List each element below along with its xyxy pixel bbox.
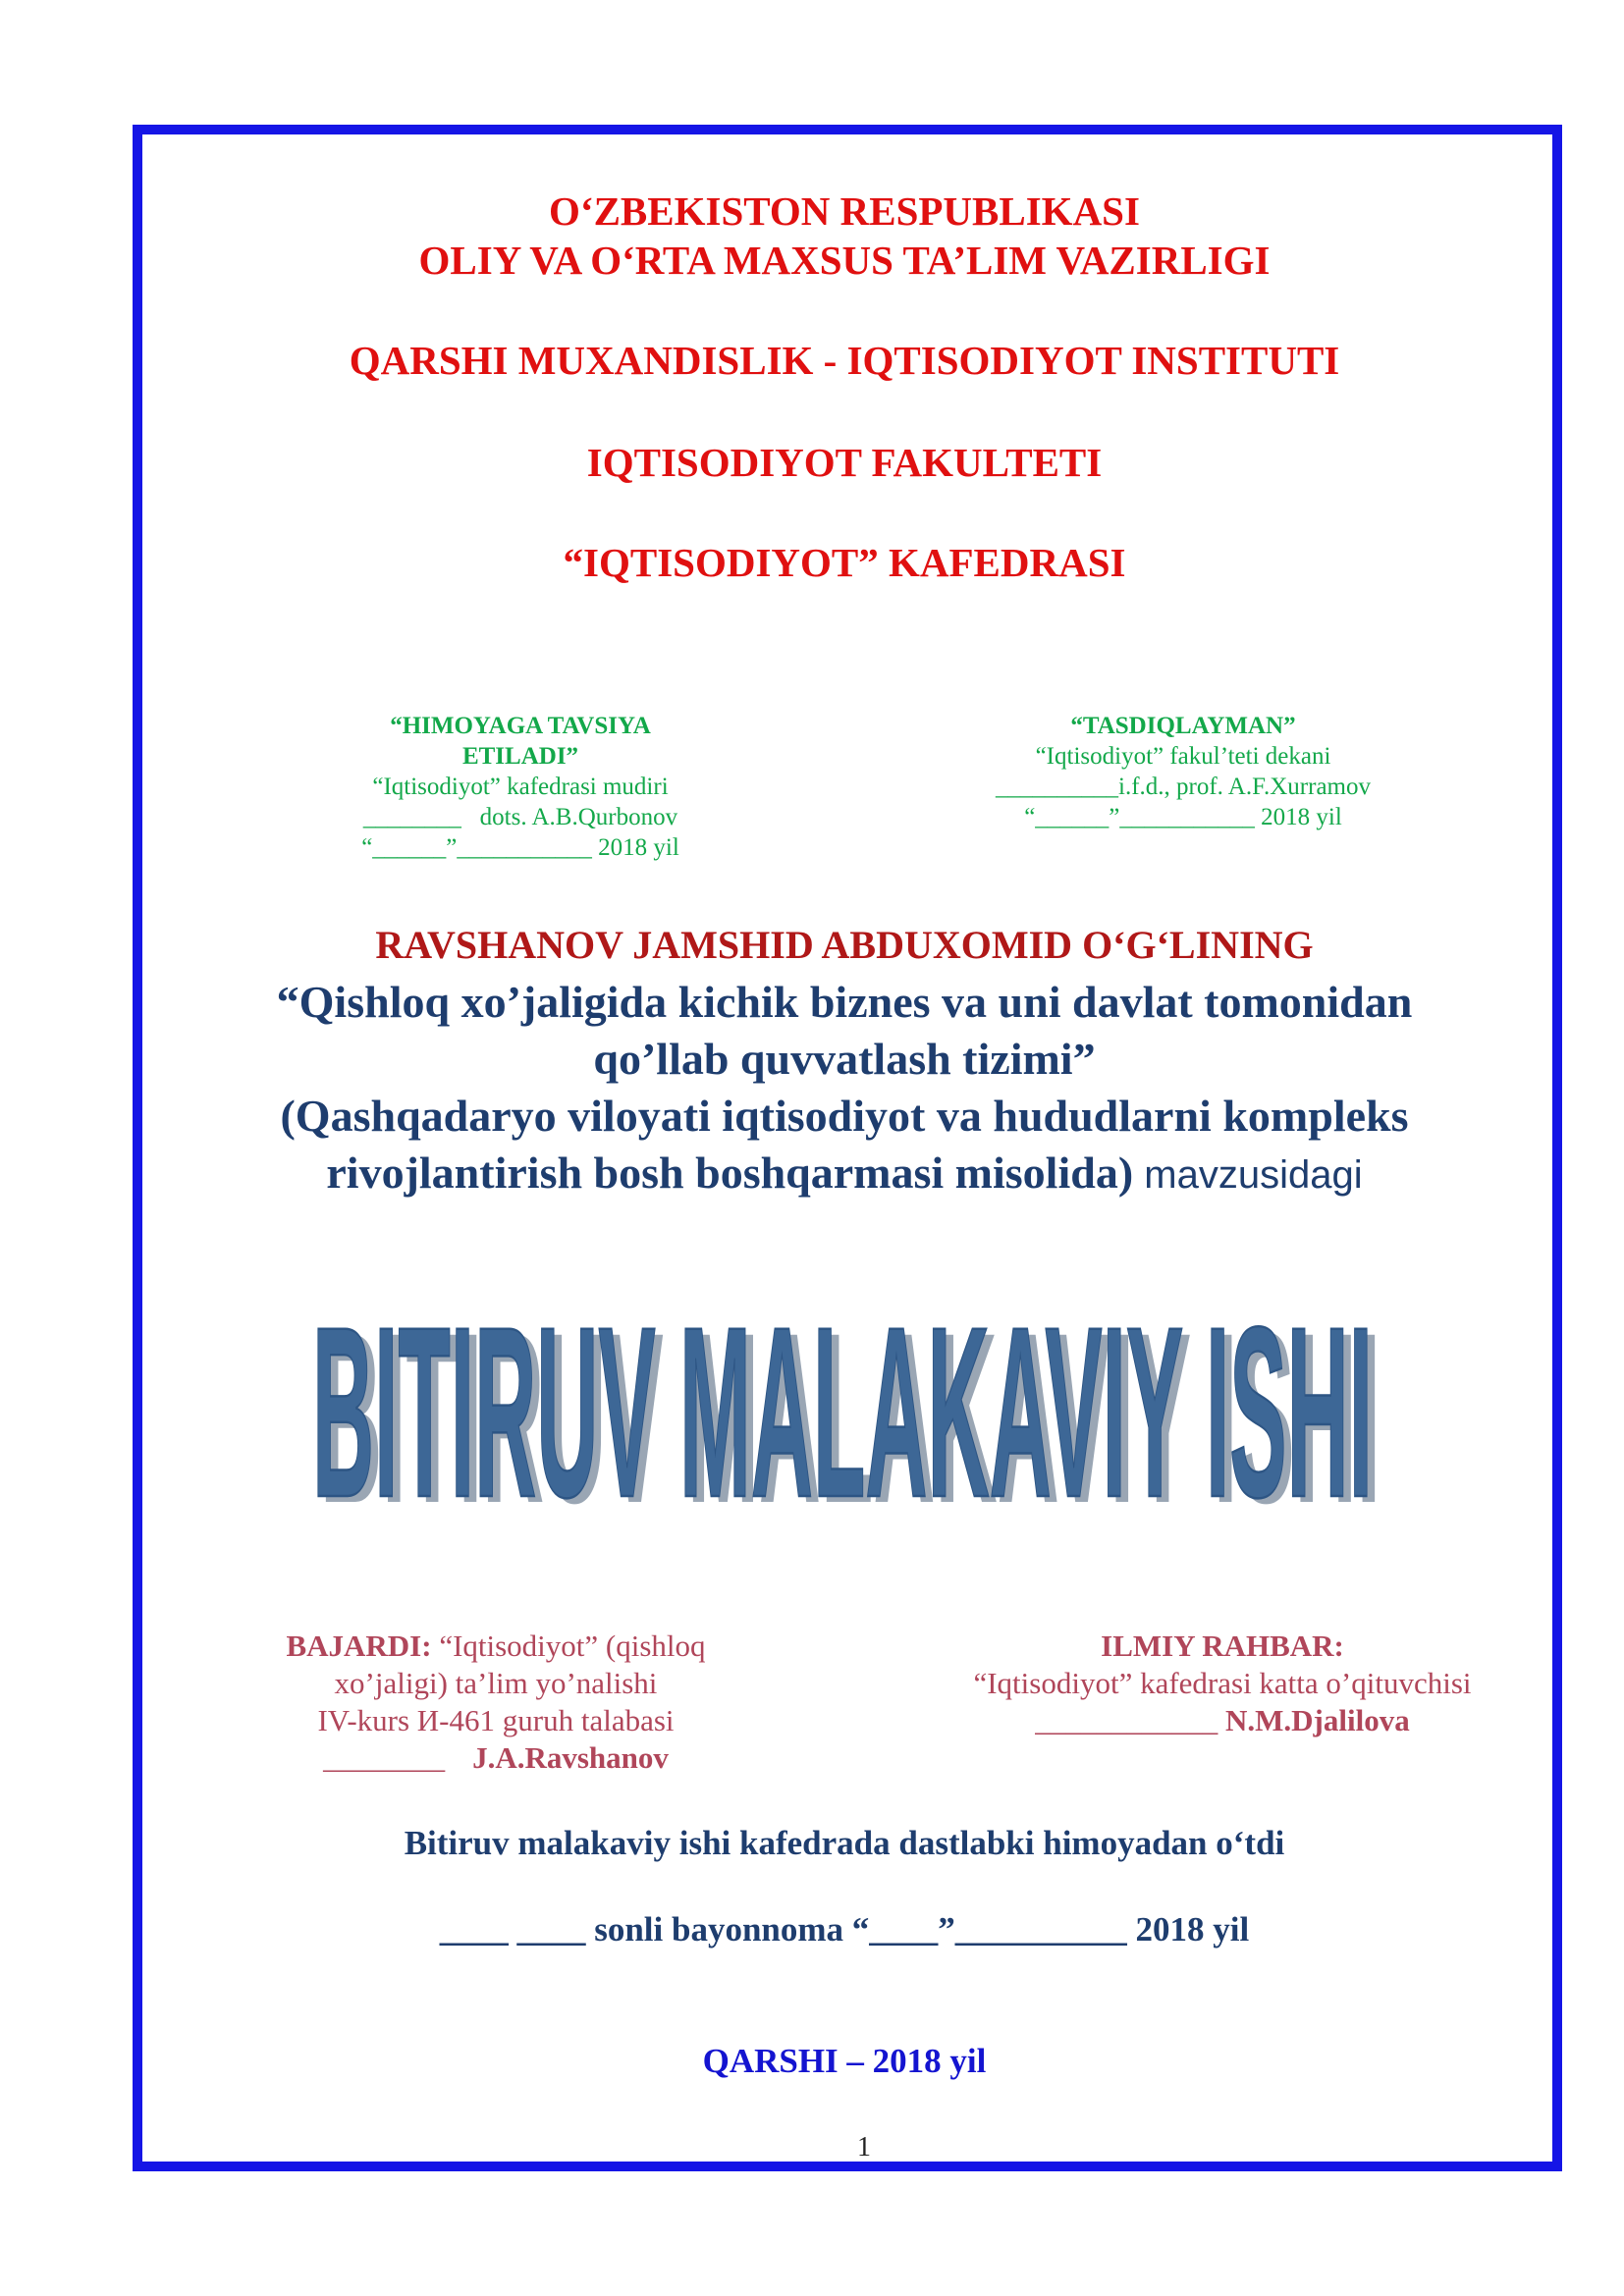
- ministry-heading: OLIY VA O‘RTA MAXSUS TA’LIM VAZIRLIGI: [418, 238, 1271, 283]
- performer-signature-blank: ________: [323, 1740, 446, 1775]
- performer-line-3: IV-kurs И-461 guruh talabasi: [317, 1703, 675, 1737]
- title-main-text: BITIRUV MALAKAVIY ISHI: [312, 1277, 1374, 1523]
- supervisor-role: “Iqtisodiyot” kafedrasi katta o’qituvchisi: [973, 1666, 1472, 1700]
- approval-left-block: [299, 711, 741, 863]
- approval-right-title: “TASDIQLAYMAN”: [1070, 713, 1296, 739]
- supervisor-signature-blank: ____________: [1035, 1703, 1218, 1737]
- topic-line-4: [147, 1145, 1542, 1203]
- approval-right-role: “Iqtisodiyot” fakul’teti dekani: [1035, 743, 1331, 770]
- topic-line-3: (Qashqadaryo viloyati iqtisodiyot va hududlarni kompleks: [280, 1091, 1409, 1141]
- performer-name: J.A.Ravshanov: [472, 1740, 669, 1775]
- approval-right-block: [928, 711, 1438, 832]
- topic-line-4-normal: mavzusidagi: [1133, 1153, 1363, 1197]
- document-title: [147, 1239, 1542, 1523]
- place-year: QARSHI – 2018 yil: [702, 2042, 987, 2080]
- approval-left-role: “Iqtisodiyot” kafedrasi mudiri: [372, 774, 669, 800]
- performer-label: BAJARDI:: [286, 1629, 432, 1663]
- approval-left-title: “HIMOYAGA TAVSIYA: [390, 713, 651, 739]
- topic-line-2: qo’llab quvvatlash tizimi”: [593, 1034, 1096, 1084]
- page-number: 1: [857, 2132, 871, 2163]
- supervisor-block: [918, 1628, 1527, 1739]
- performer-line-2: xo’jaligi) ta’lim yo’nalishi: [334, 1666, 658, 1700]
- institute-heading: QARSHI MUXANDISLIK - IQTISODIYOT INSTITUTI: [349, 338, 1340, 383]
- country-heading: O‘ZBEKISTON RESPUBLIKASI: [549, 188, 1140, 234]
- document-title-art: [147, 1239, 1542, 1523]
- faculty-heading: IQTISODIYOT FAKULTETI: [586, 440, 1103, 485]
- supervisor-name: N.M.Djalilova: [1225, 1703, 1410, 1737]
- supervisor-label: ILMIY RAHBAR:: [1101, 1629, 1344, 1663]
- title-shadow-text: BITIRUV MALAKAVIY ISHI: [319, 1283, 1380, 1523]
- performer-block: [241, 1628, 751, 1777]
- topic-line-4-bold: rivojlantirish bosh boshqarmasi misolida): [326, 1148, 1134, 1198]
- defense-note: Bitiruv malakaviy ishi kafedrada dastlabki himoyadan o‘tdi: [404, 1824, 1285, 1862]
- approval-left-date: “______”___________ 2018 yil: [361, 834, 679, 861]
- topic-line-1: “Qishloq xo’jaligida kichik biznes va uni davlat tomonidan: [276, 977, 1413, 1027]
- performer-line-1: “Iqtisodiyot” (qishloq: [431, 1629, 706, 1663]
- protocol-line: ____ ____ sonli bayonnoma “____”__________ 2018 yil: [439, 1910, 1250, 1949]
- approval-right-signature: __________i.f.d., prof. A.F.Xurramov: [996, 774, 1371, 800]
- approval-left-signature: ________ dots. A.B.Qurbonov: [362, 804, 678, 830]
- author-heading: RAVSHANOV JAMSHID ABDUXOMID O‘G‘LINING: [375, 923, 1314, 967]
- department-heading: “IQTISODIYOT” KAFEDRASI: [563, 540, 1126, 585]
- approval-left-title-cont: ETILADI”: [461, 743, 579, 770]
- approval-right-date: “______”___________ 2018 yil: [1024, 804, 1342, 830]
